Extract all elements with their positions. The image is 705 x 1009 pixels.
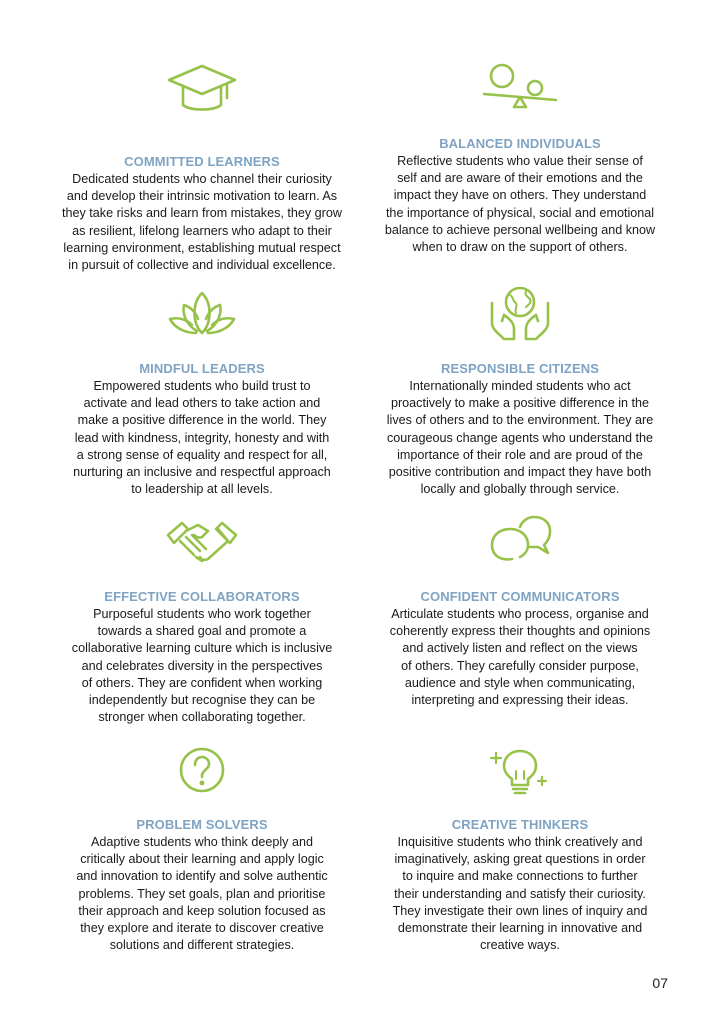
lightbulb-icon — [482, 741, 558, 799]
page-number: 07 — [652, 975, 668, 991]
graduation-cap-icon — [164, 60, 240, 136]
handshake-icon — [164, 513, 240, 571]
lotus-icon — [164, 285, 240, 343]
attribute-title: CONFIDENT COMMUNICATORS — [420, 589, 620, 604]
attribute-description: Articulate students who process, organise and coherently express their thoughts and opinions and actively listen and reflect on the views of others. They carefully consider purpose, audience and style when communicating, interpreting and expressing their ideas. — [389, 607, 651, 708]
attribute-balanced-individuals — [360, 60, 680, 256]
attribute-title: COMMITTED LEARNERS — [124, 154, 280, 169]
attribute-title: MINDFUL LEADERS — [139, 361, 265, 376]
attribute-title: CREATIVE THINKERS — [451, 817, 589, 832]
attribute-problem-solvers — [42, 741, 362, 954]
speech-bubbles-icon — [482, 513, 558, 571]
attribute-description: Inquisitive students who think creatively and imaginatively, asking great questions in order to inquire and make connections to further their understanding and satisfy their curiosity. They investigate their own lines of inquiry and demonstrate their learning in innovative and creative ways. — [392, 835, 648, 953]
balance-scale-icon — [480, 60, 560, 118]
attribute-responsible-citizens — [360, 285, 680, 498]
attribute-effective-collaborators — [42, 513, 362, 726]
attribute-description: Purposeful students who work together towards a shared goal and promote a collaborative learning culture which is inclusive and celebrates diversity in the perspectives of others. They are confident when working independently but recognise they can be stronger when collaborating together. — [71, 607, 333, 725]
attribute-mindful-leaders — [42, 285, 362, 498]
attribute-title: PROBLEM SOLVERS — [136, 817, 268, 832]
attribute-description: Adaptive students who think deeply and critically about their learning and apply logic and innovation to identify and solve authentic problems. They set goals, plan and prioritise their approach and keep solution focused as they explore and iterate to discover creative solutions and different strategies. — [76, 835, 328, 953]
question-mark-icon — [164, 741, 240, 799]
attribute-description: Dedicated students who channel their curiosity and develop their intrinsic motivation to learn. As they take risks and learn from mistakes, they grow as resilient, lifelong learners who adapt to their learning environment, establishing mutual respect in pursuit of collective and individual excellence. — [62, 172, 342, 273]
attribute-creative-thinkers — [360, 741, 680, 954]
attribute-description: Reflective students who value their sense of self and are aware of their emotions and the impact they have on others. They understand the importance of physical, social and emotional balance to achieve personal wellbeing and know when to draw on the support of others. — [384, 154, 656, 255]
globe-in-hands-icon — [482, 285, 558, 343]
attribute-confident-communicators — [360, 513, 680, 709]
attribute-description: Empowered students who build trust to activate and lead others to take action and make a positive difference in the world. They lead with kindness, integrity, honesty and with a strong sense of equality and respect for all, nurturing an inclusive and respectful approach to leadership at all levels. — [73, 379, 331, 497]
attribute-committed-learners — [42, 60, 362, 274]
attribute-title: EFFECTIVE COLLABORATORS — [104, 589, 300, 604]
attribute-title: BALANCED INDIVIDUALS — [439, 136, 601, 151]
attribute-title: RESPONSIBLE CITIZENS — [440, 361, 600, 376]
attribute-description: Internationally minded students who act proactively to make a positive difference in the lives of others and to the environment. They are courageous change agents who understand the importance of their role and are proud of the positive contribution and impact they have both locally and globally through service. — [386, 379, 654, 497]
